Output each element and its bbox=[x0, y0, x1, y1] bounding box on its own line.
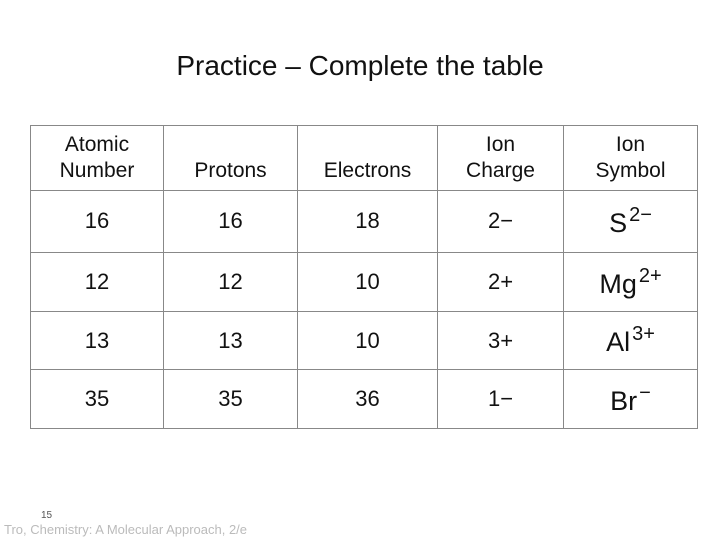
header-ion-symbol: Ion Symbol bbox=[564, 126, 698, 191]
cell-protons: 13 bbox=[164, 311, 298, 370]
element-symbol: S bbox=[609, 207, 628, 238]
table-row bbox=[31, 190, 698, 253]
cell-atomic-number: 16 bbox=[31, 190, 164, 253]
cell-symbol bbox=[564, 370, 698, 429]
table-row bbox=[31, 311, 698, 370]
ion-charge-superscript: − bbox=[639, 381, 651, 404]
cell-charge: 2− bbox=[438, 190, 564, 253]
header-electrons: Electrons bbox=[298, 126, 438, 191]
cell-atomic-number: 12 bbox=[31, 253, 164, 312]
slide-number: 15 bbox=[41, 510, 53, 521]
element-symbol: Mg bbox=[599, 268, 637, 299]
header-ion-charge: Ion Charge bbox=[438, 126, 564, 191]
cell-electrons: 36 bbox=[298, 370, 438, 429]
header-atomic-number: Atomic Number bbox=[31, 126, 164, 191]
header-protons: Protons bbox=[164, 126, 298, 191]
cell-symbol bbox=[564, 253, 698, 312]
cell-protons: 12 bbox=[164, 253, 298, 312]
cell-protons: 35 bbox=[164, 370, 298, 429]
cell-electrons: 18 bbox=[298, 190, 438, 253]
ion-charge-superscript: 2− bbox=[629, 203, 652, 226]
cell-symbol bbox=[564, 190, 698, 253]
element-symbol: Al bbox=[606, 327, 631, 358]
cell-symbol bbox=[564, 311, 698, 370]
table-row bbox=[31, 370, 698, 429]
cell-atomic-number: 35 bbox=[31, 370, 164, 429]
cell-charge: 1− bbox=[438, 370, 564, 429]
cell-protons: 16 bbox=[164, 190, 298, 253]
cell-charge: 3+ bbox=[438, 311, 564, 370]
slide-title: Practice – Complete the table bbox=[176, 50, 544, 81]
ion-charge-superscript: 2+ bbox=[638, 264, 662, 287]
cell-atomic-number: 13 bbox=[31, 311, 164, 370]
table-row bbox=[31, 253, 698, 312]
source-citation: Tro, Chemistry: A Molecular Approach, 2/e bbox=[4, 522, 248, 537]
table-header-row bbox=[31, 126, 698, 191]
ion-table bbox=[30, 125, 698, 429]
cell-electrons: 10 bbox=[298, 253, 438, 312]
cell-electrons: 10 bbox=[298, 311, 438, 370]
ion-charge-superscript: 3+ bbox=[632, 323, 655, 346]
cell-charge: 2+ bbox=[438, 253, 564, 312]
element-symbol: Br bbox=[610, 385, 638, 416]
